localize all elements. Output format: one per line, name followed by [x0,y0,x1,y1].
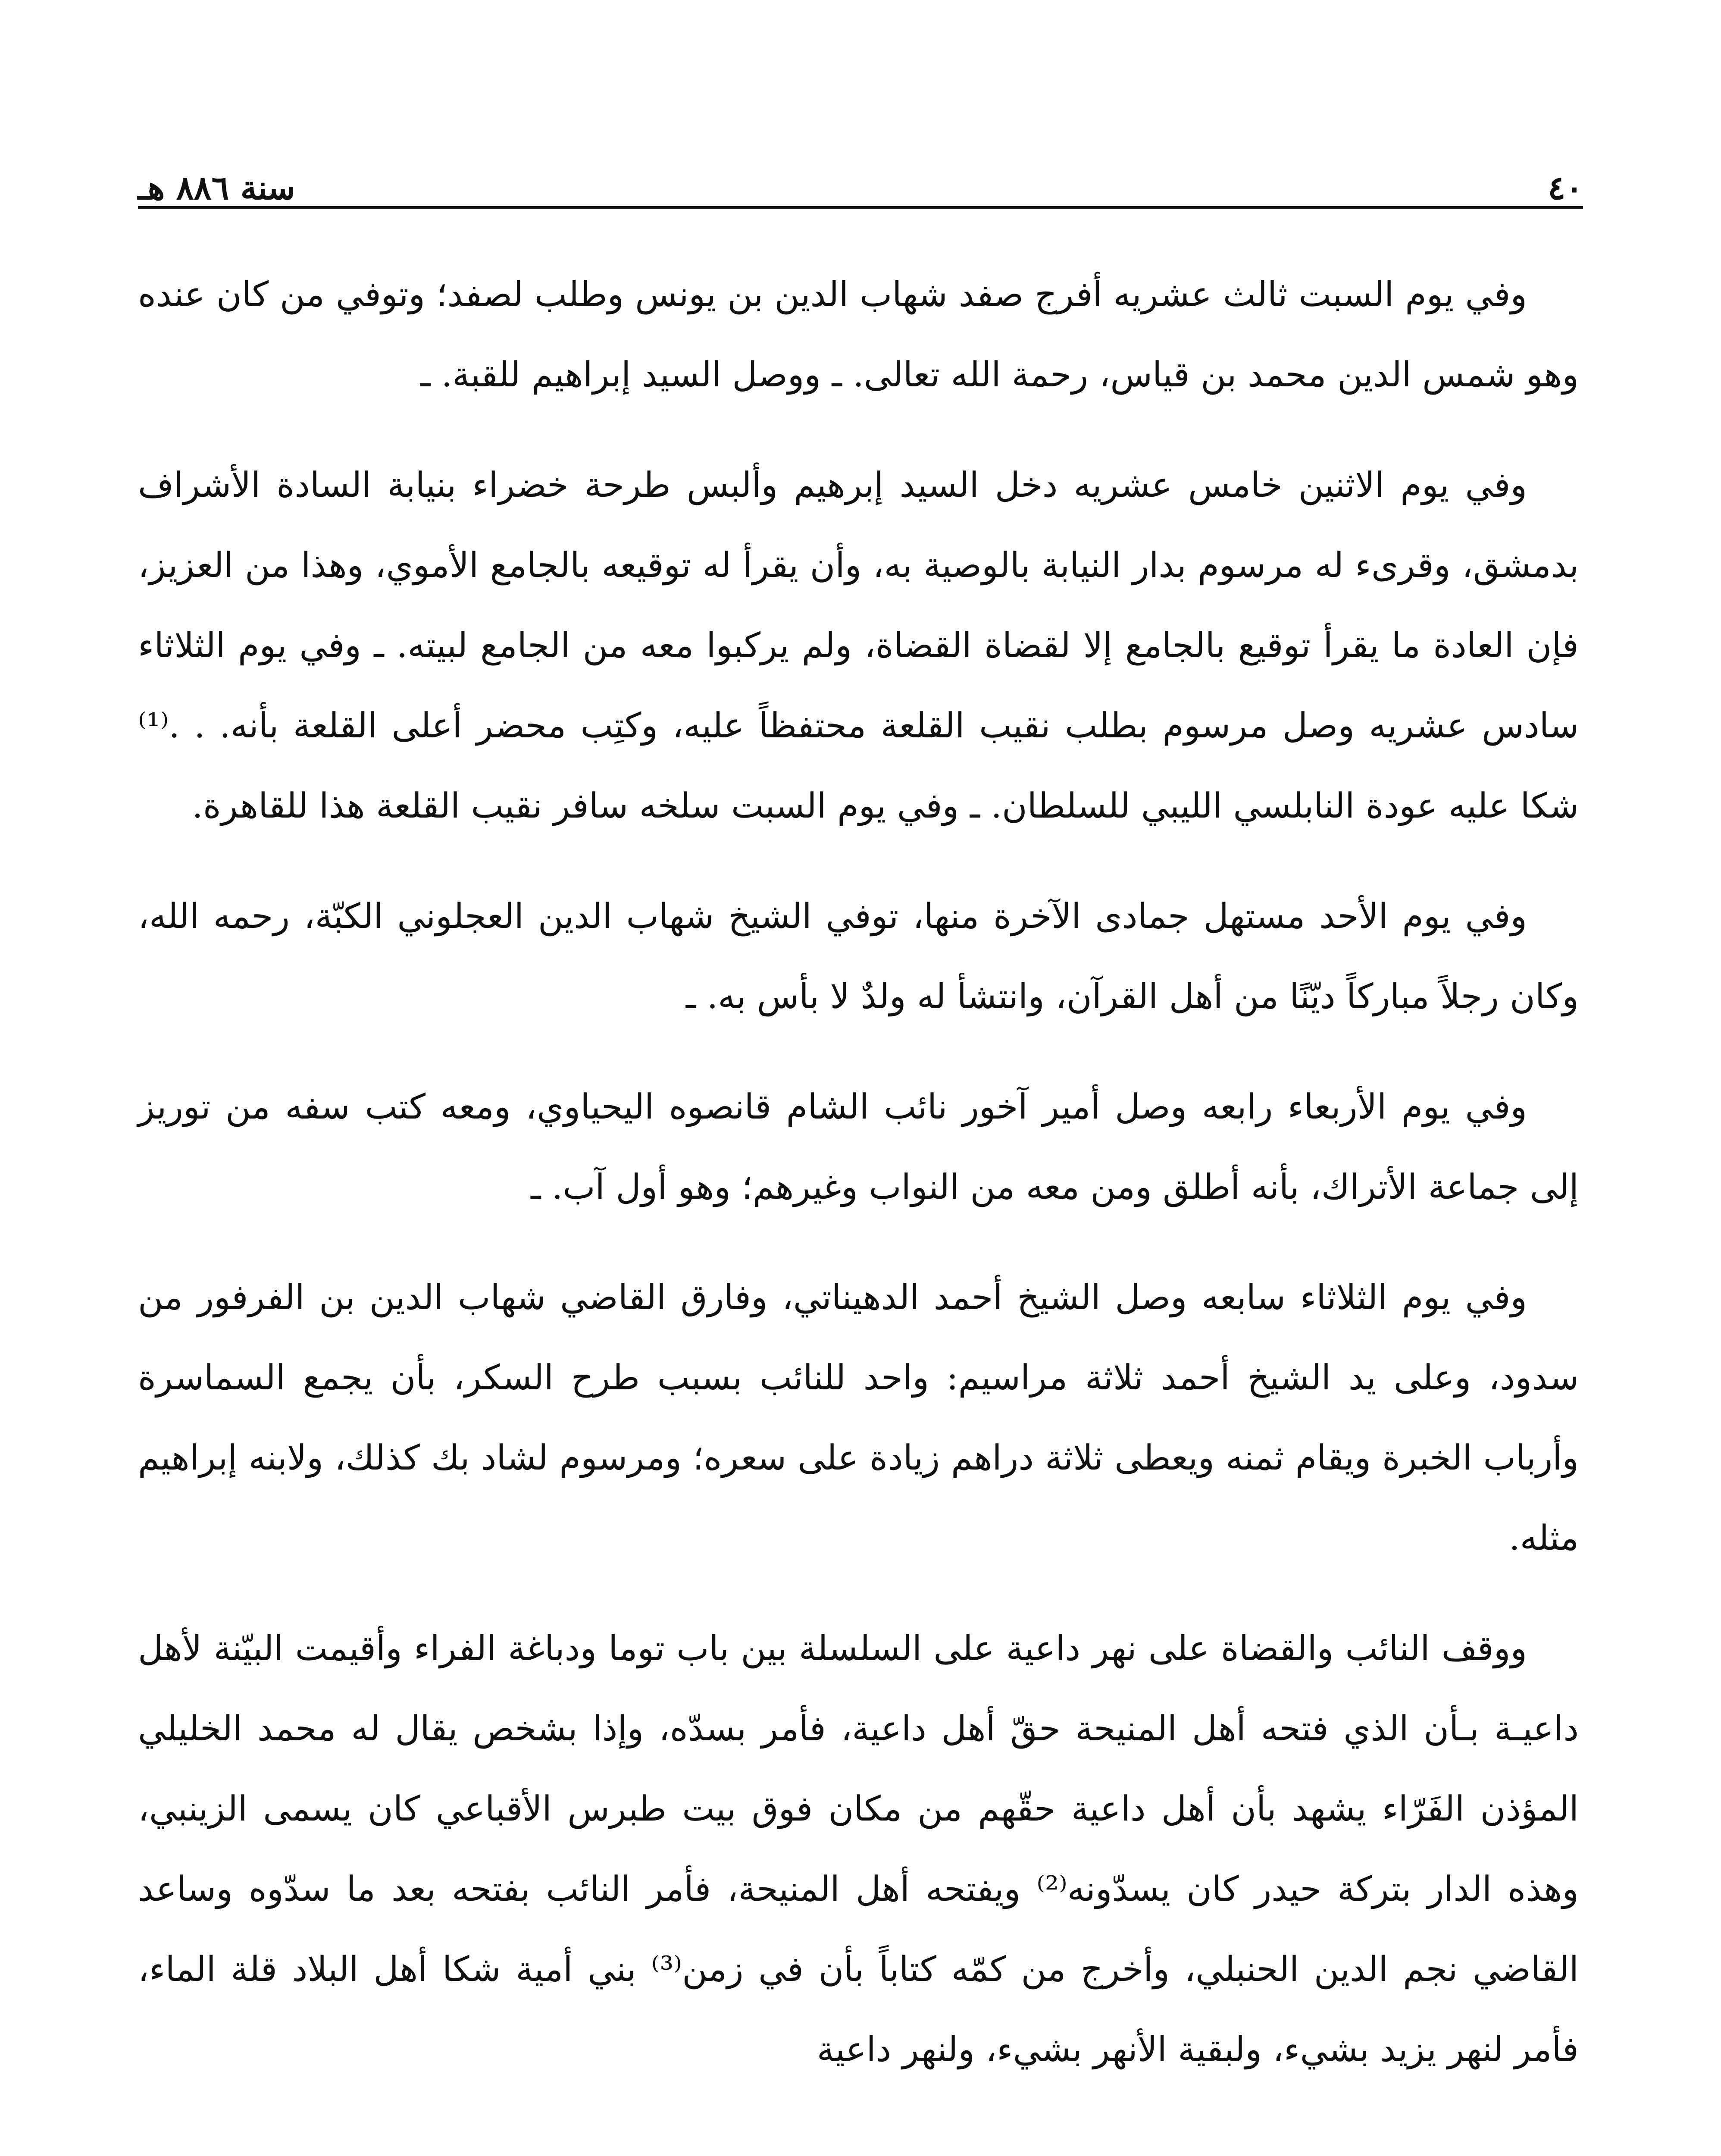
paragraph: ووقف النائب والقضاة على نهر داعية على السلسلة بين باب توما ودباغة الفراء وأقيمت البيّنة لأهل داعيـة بـأن الذي فتحه أهل المنيحة حقّ أهل داعية، فأمر بسدّه، وإذا بشخص يقال له محمد الخليلي المؤذن الفَرّاء يشهد بأن أهل داعية حقّهم من مكان فوق بيت طبرس الأقباعي كان يسمى الزينبي، وهذه الدار بتركة حيدر كان يسدّونه⁽²⁾ ويفتحه أهل المنيحة، فأمر النائب بفتحه بعد ما سدّوه وساعد القاضي نجم الدين الحنبلي، وأخرج من كمّه كتاباً بأن في زمن⁽³⁾ بني أمية شكا أهل البلاد قلة الماء، فأمر لنهر يزيد بشيء، ولبقية الأنهر بشيء، ولنهر داعية [138,1628,1579,2069]
paragraph: وفي يوم الأربعاء رابعه وصل أمير آخور نائب الشام قانصوه اليحياوي، ومعه كتب سفه من توريز إلى جماعة الأتراك، بأنه أطلق ومن معه من النواب وغيرهم؛ وهو أول آب. ـ [138,1087,1579,1207]
main-text [138,254,1579,2120]
page-number: ٤٠ [1548,169,1583,207]
paragraph: وفي يوم الأحد مستهل جمادى الآخرة منها، توفي الشيخ شهاب الدين العجلوني الكبّة، رحمه الله، وكان رجلاً مباركاً ديّنًا من أهل القرآن، وانتشأ له ولدٌ لا بأس به. ـ [138,896,1579,1016]
header-rule [138,206,1583,209]
paragraph: وفي يوم الثلاثاء سابعه وصل الشيخ أحمد الدهيناتي، وفارق القاضي شهاب الدين بن الفرفور من سدود، وعلى يد الشيخ أحمد ثلاثة مراسيم: واحد للنائب بسبب طرح السكر، بأن يجمع السماسرة وأرباب الخبرة ويقام ثمنه ويعطى ثلاثة دراهم زيادة على سعره؛ ومرسوم لشاد بك كذلك، ولابنه إبراهيم مثله. [138,1277,1579,1558]
paragraph: وفي يوم الاثنين خامس عشريه دخل السيد إبرهيم وألبس طرحة خضراء بنيابة السادة الأشراف بدمشق، وقرىء له مرسوم بدار النيابة بالوصية به، وأن يقرأ له توقيعه بالجامع الأموي، وهذا من العزيز، فإن العادة ما يقرأ توقيع بالجامع إلا لقضاة القضاة، ولم يركبوا معه من الجامع لبيته. ـ وفي يوم الثلاثاء سادس عشريه وصل مرسوم بطلب نقيب القلعة محتفظاً عليه، وكتِب محضر أعلى القلعة بأنه. . .⁽¹⁾ شكا عليه عودة النابلسي الليبي للسلطان. ـ وفي يوم السبت سلخه سافر نقيب القلعة هذا للقاهرة. [138,465,1579,826]
running-title: سنة ٨٨٦ هـ [138,169,296,207]
running-header [138,142,1583,207]
paragraph: وفي يوم السبت ثالث عشريه أفرج صفد شهاب الدين بن يونس وطلب لصفد؛ وتوفي من كان عنده وهو شمس الدين محمد بن قياس، رحمة الله تعالى. ـ ووصل السيد إبراهيم للقبة. ـ [138,274,1579,395]
